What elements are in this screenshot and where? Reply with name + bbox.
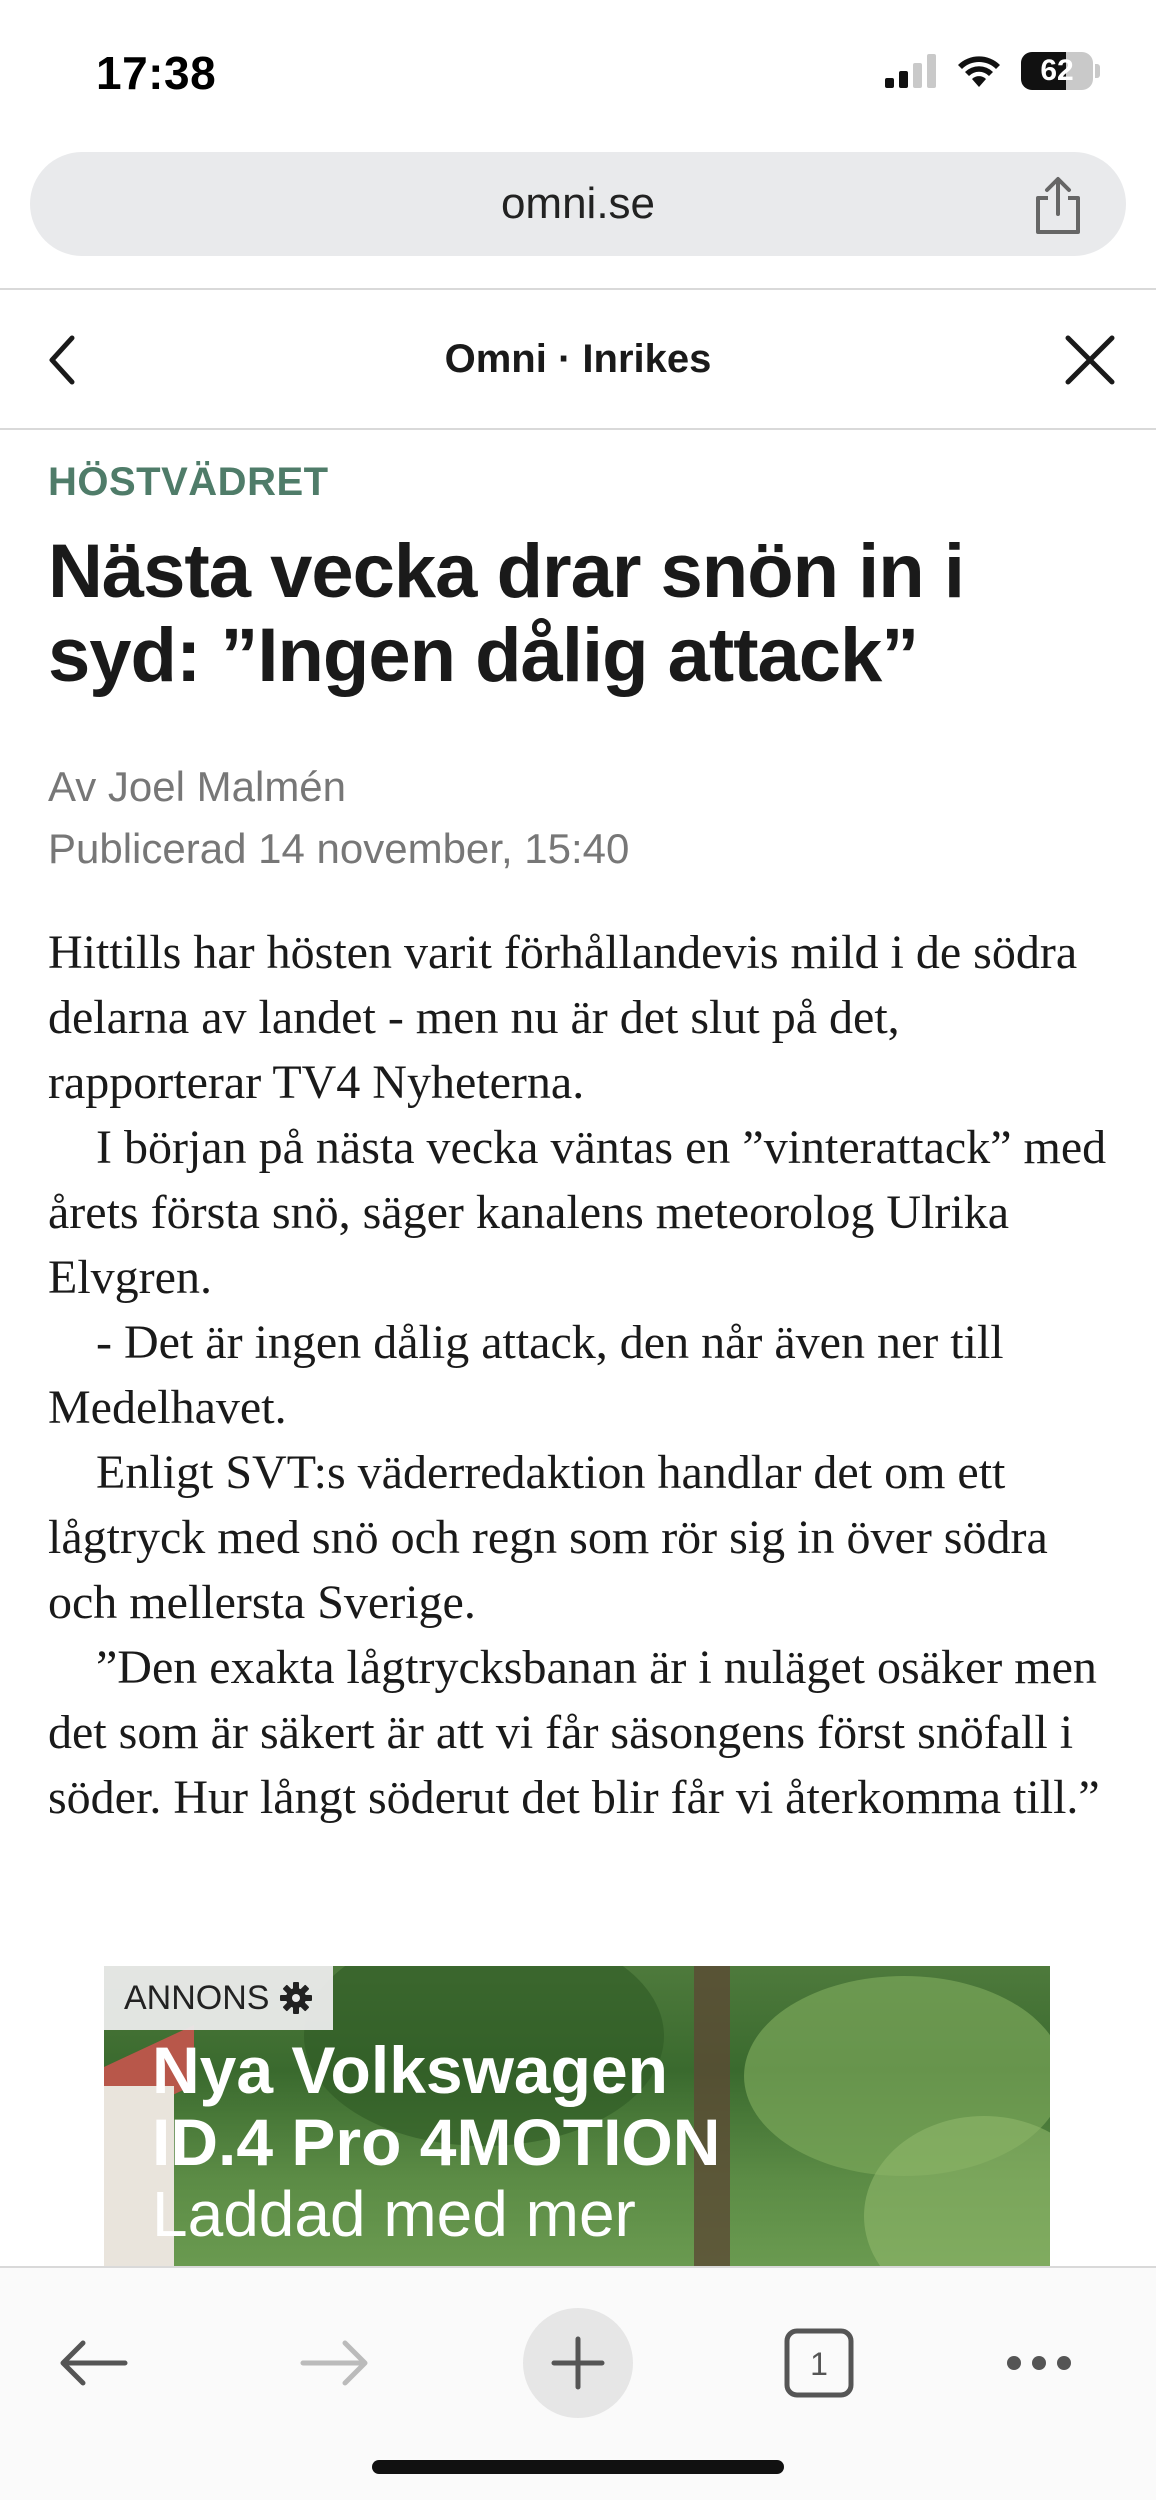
ad-tagline: Laddad med mer — [152, 2178, 636, 2250]
article-paragraph: - Det är ingen dålig attack, den når även ner till Medelhavet. — [48, 1316, 1004, 1434]
close-icon[interactable] — [1064, 334, 1116, 386]
article-author: Av Joel Malmén — [48, 763, 347, 810]
battery-nub — [1095, 64, 1100, 78]
article-published: Publicerad 14 november, 15:40 — [48, 825, 630, 872]
back-button[interactable] — [38, 2308, 148, 2418]
arrow-right-icon — [299, 2339, 371, 2387]
wifi-icon — [955, 53, 1003, 89]
header-divider-bottom — [0, 428, 1156, 430]
status-bar — [0, 0, 1156, 140]
url-bar[interactable] — [30, 152, 1126, 256]
gear-icon[interactable] — [279, 1981, 313, 2015]
article-body — [48, 920, 1118, 1830]
ad-model: ID.4 Pro 4MOTION — [152, 2105, 721, 2179]
plus-icon — [550, 2335, 606, 2391]
home-indicator[interactable] — [372, 2460, 784, 2474]
article-paragraph: Hittills har hösten varit förhållandevis mild i de södra delarna av landet - men nu är det slut på det, rapporterar TV4 Nyheterna. — [48, 926, 1078, 1109]
new-tab-button[interactable] — [523, 2308, 633, 2418]
url-text[interactable]: omni.se — [500, 179, 656, 228]
tab-count: 1 — [810, 2346, 828, 2382]
ad-headline: Nya Volkswagen — [152, 2033, 668, 2107]
share-icon[interactable] — [1030, 176, 1086, 236]
omni-header — [0, 290, 1156, 428]
tab-count-icon — [783, 2327, 855, 2399]
more-button[interactable] — [984, 2308, 1094, 2418]
ad-label[interactable] — [104, 1966, 333, 2030]
status-icons — [885, 52, 1100, 90]
article-headline: Nästa vecka drar snön in i syd: ”Ingen dålig attack” — [48, 529, 964, 698]
article-paragraph: ”Den exakta lågtrycksbanan är i nuläget osäker men det som är säkert är att vi får säsongens först snöfall i söder. Hur långt söderut det blir får vi återkomma till.” — [48, 1641, 1100, 1824]
article-byline — [48, 756, 629, 880]
tabs-button[interactable] — [764, 2308, 874, 2418]
ad-label-text: ANNONS — [124, 1978, 270, 2017]
battery-level: 62 — [1040, 54, 1074, 87]
more-icon — [1004, 2353, 1074, 2373]
battery-icon — [1021, 52, 1093, 90]
advertisement[interactable] — [104, 1966, 1050, 2266]
article-paragraph: Enligt SVT:s väderredaktion handlar det om ett lågtryck med snö och regn som rör sig in över södra och mellersta Sverige. — [48, 1446, 1048, 1629]
article-kicker: HÖSTVÄDRET — [48, 460, 329, 504]
article-paragraph: I början på nästa vecka väntas en ”vinterattack” med årets första snö, säger kanalens meteorolog Ulrika Elvgren. — [48, 1121, 1107, 1304]
signal-icon — [885, 54, 937, 88]
page-title: Omni · Inrikes — [444, 336, 712, 381]
forward-button[interactable] — [280, 2308, 390, 2418]
arrow-left-icon — [57, 2339, 129, 2387]
status-time: 17:38 — [96, 47, 217, 99]
